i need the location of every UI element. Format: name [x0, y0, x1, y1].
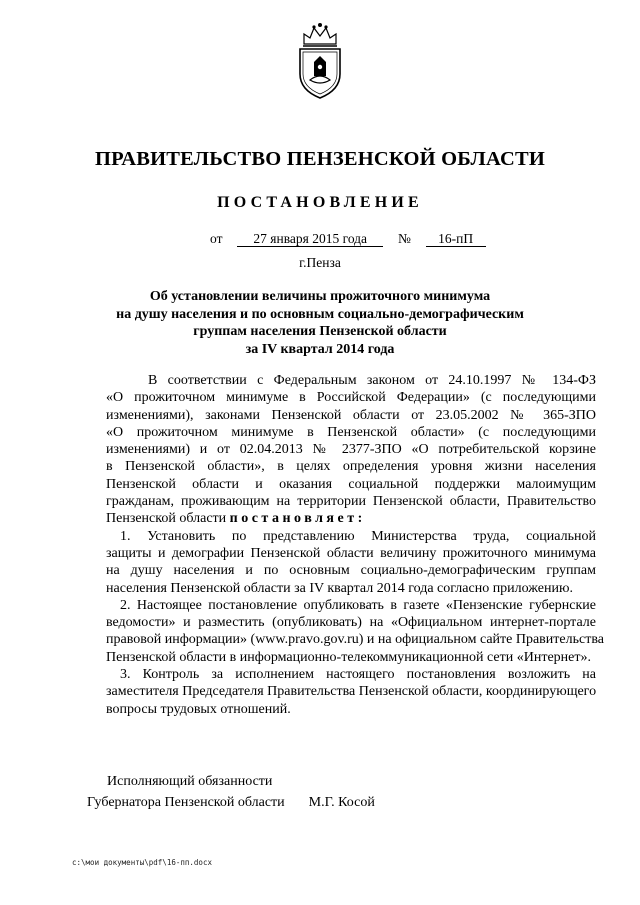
- item1-last-line: населения Пензенской области за IV квартал 2014 года согласно приложению.: [106, 580, 573, 596]
- subject-line: на душу населения и по основным социально-демографическим: [116, 306, 524, 322]
- preamble-line: Пензенской области и оказания социальной поддержки малоимущим: [106, 476, 596, 492]
- item2-line: ведомости» и разместить (опубликовать) на «Официальном интернет-портале: [106, 615, 596, 631]
- item1-line: защиты и демографии Пензенской области величину прожиточного минимума: [106, 545, 596, 561]
- signatory-position-line1: Исполняющий обязанности: [107, 774, 273, 789]
- item1-line: 1. Установить по представлению Министерства труда, социальной: [120, 528, 596, 544]
- preamble-last-line: [106, 510, 596, 527]
- preamble-line: изменениями) и от 02.04.2013 № 2377-ЗПО «О потребительской корзине: [106, 442, 596, 458]
- preamble-last-text: Пензенской области: [106, 511, 227, 527]
- signatory-position: Губернатора Пензенской области: [87, 795, 285, 810]
- preamble-line: В соответствии с Федеральным законом от 24.10.1997 № 134-ФЗ: [148, 373, 596, 388]
- item2-line: 2. Настоящее постановление опубликовать в газете «Пензенские губернские: [120, 597, 596, 613]
- item2-last-line: Пензенской области в информационно-телекоммуникационной сети «Интернет».: [106, 649, 592, 665]
- document-body: [106, 372, 604, 718]
- date-prefix: от: [210, 231, 223, 246]
- file-path-footer: c:\мои документы\pdf\16-пп.docx: [72, 858, 212, 867]
- document-date: 27 января 2015 года: [237, 232, 383, 247]
- subject-line: группам населения Пензенской области: [193, 324, 447, 339]
- preamble-line: в Пензенской области», в целях определения уровня жизни населения: [106, 459, 596, 475]
- signatory-position-line2: [87, 792, 375, 813]
- signature-block: [87, 771, 375, 813]
- preamble-line: гражданам, проживающим на территории Пензенской области, Правительство: [106, 494, 596, 510]
- penza-coat-of-arms-icon: [290, 22, 350, 100]
- item3-last-line: вопросы трудовых отношений.: [106, 701, 291, 717]
- number-prefix: №: [397, 231, 411, 246]
- preamble-line: изменениями), законами Пензенской области от 23.05.2002 № 365-ЗПО: [106, 407, 596, 423]
- subject-line: Об установлении величины прожиточного минимума: [149, 289, 491, 304]
- document-type: ПОСТАНОВЛЕНИЕ: [217, 194, 423, 211]
- preamble-line: «О прожиточном минимуме в Пензенской области» (с последующими: [106, 424, 596, 440]
- organization-title: ПРАВИТЕЛЬСТВО ПЕНЗЕНСКОЙ ОБЛАСТИ: [95, 148, 545, 170]
- document-subject: [100, 288, 540, 358]
- item1-line: на душу населения и по основным социально-демографическим группам: [106, 563, 596, 579]
- preamble-line: «О прожиточном минимуме в Российской Федерации» (с последующими: [106, 390, 596, 406]
- item2-line: правовой информации» (www.pravo.gov.ru) и на официальном сайте Правительства: [106, 632, 604, 648]
- city: г.Пенза: [299, 255, 341, 270]
- decree-word: постановляет:: [229, 511, 366, 527]
- document-number: 16-пП: [426, 232, 486, 247]
- subject-line: за IV квартал 2014 года: [245, 341, 395, 357]
- signatory-name: М.Г. Косой: [308, 795, 375, 810]
- date-number-line: [210, 231, 486, 247]
- item3-line: заместителя Председателя Правительства Пензенской области, координирующего: [106, 684, 597, 700]
- item3-line: 3. Контроль за исполнением настоящего постановления возложить на: [120, 667, 596, 683]
